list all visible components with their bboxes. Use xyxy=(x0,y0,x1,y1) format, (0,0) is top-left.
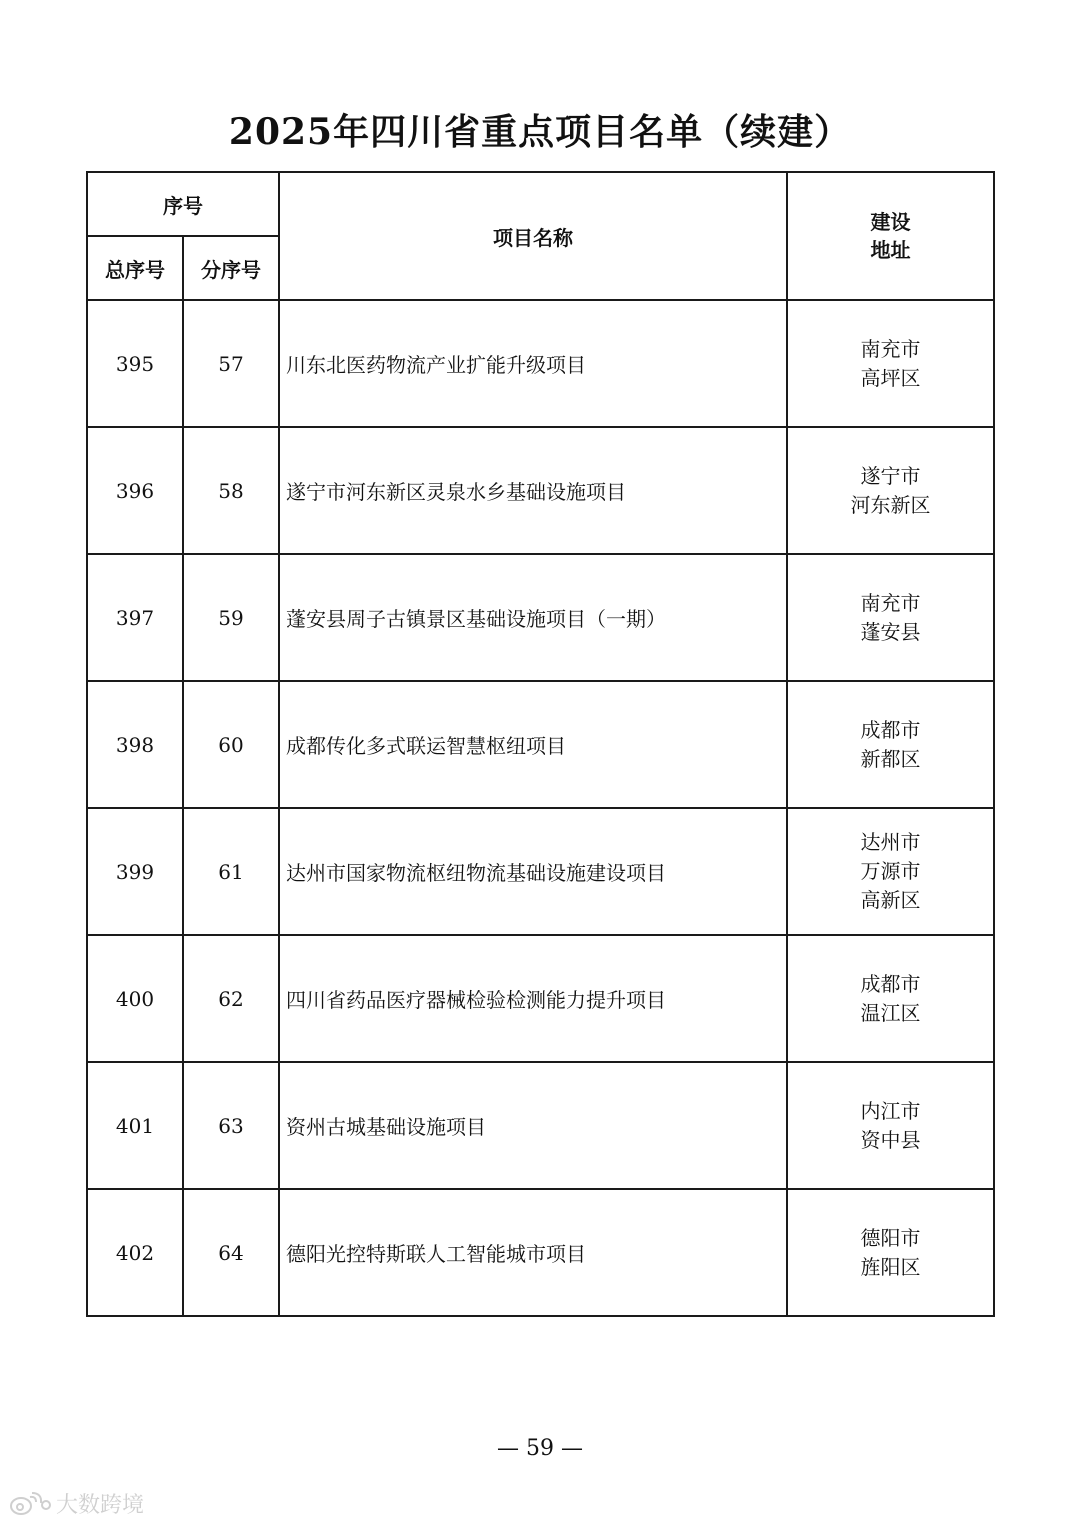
sub-seq-cell: 61 xyxy=(183,808,279,935)
project-name-cell: 德阳光控特斯联人工智能城市项目 xyxy=(279,1189,787,1316)
location-line: 万源市 xyxy=(860,859,921,883)
total-seq-cell: 399 xyxy=(87,808,183,935)
location-line: 达州市 xyxy=(860,830,921,854)
table-row xyxy=(87,300,994,427)
location-line: 南充市 xyxy=(860,336,921,361)
sub-seq-cell: 58 xyxy=(183,427,279,554)
table-row xyxy=(87,1189,994,1316)
location-line: 温江区 xyxy=(860,1000,921,1025)
total-seq-cell: 396 xyxy=(87,427,183,554)
location-cell xyxy=(787,681,994,808)
location-cell xyxy=(787,808,994,935)
total-seq-cell: 400 xyxy=(87,935,183,1062)
location-line: 成都市 xyxy=(860,971,921,996)
header-project-name: 项目名称 xyxy=(279,172,787,300)
total-seq-cell: 401 xyxy=(87,1062,183,1189)
sub-seq-cell: 64 xyxy=(183,1189,279,1316)
sub-seq-cell: 57 xyxy=(183,300,279,427)
sub-seq-cell: 59 xyxy=(183,554,279,681)
table-row xyxy=(87,554,994,681)
location-line: 新都区 xyxy=(860,746,921,771)
watermark xyxy=(8,1488,144,1519)
location-line: 旌阳区 xyxy=(860,1254,921,1279)
location-line: 资中县 xyxy=(860,1127,921,1152)
table-row xyxy=(87,1062,994,1189)
sub-seq-cell: 62 xyxy=(183,935,279,1062)
table-row xyxy=(87,935,994,1062)
project-name-cell: 成都传化多式联运智慧枢纽项目 xyxy=(279,681,787,808)
location-cell xyxy=(787,427,994,554)
location-line: 河东新区 xyxy=(850,492,931,517)
total-seq-cell: 395 xyxy=(87,300,183,427)
header-seq-group: 序号 xyxy=(87,172,279,236)
location-line: 南充市 xyxy=(860,590,921,615)
location-line: 高新区 xyxy=(860,888,921,912)
page-number: — 59 — xyxy=(497,1436,583,1461)
header-sub-seq: 分序号 xyxy=(183,236,279,300)
project-name-cell: 四川省药品医疗器械检验检测能力提升项目 xyxy=(279,935,787,1062)
location-cell xyxy=(787,300,994,427)
total-seq-cell: 402 xyxy=(87,1189,183,1316)
project-name-cell: 蓬安县周子古镇景区基础设施项目（一期） xyxy=(279,554,787,681)
watermark-text: 大数跨境 xyxy=(56,1493,145,1518)
location-line: 内江市 xyxy=(860,1098,921,1123)
location-cell xyxy=(787,935,994,1062)
table-row xyxy=(87,427,994,554)
location-cell xyxy=(787,1062,994,1189)
project-name-cell: 达州市国家物流枢纽物流基础设施建设项目 xyxy=(279,808,787,935)
total-seq-cell: 397 xyxy=(87,554,183,681)
project-name-cell: 遂宁市河东新区灵泉水乡基础设施项目 xyxy=(279,427,787,554)
project-name-cell: 川东北医药物流产业扩能升级项目 xyxy=(279,300,787,427)
location-line: 德阳市 xyxy=(860,1225,921,1250)
project-table xyxy=(86,171,995,1317)
location-line: 遂宁市 xyxy=(860,463,921,488)
page-title: 2025年四川省重点项目名单（续建） xyxy=(228,111,852,153)
header-location: 建设 地址 xyxy=(787,172,994,300)
location-line: 高坪区 xyxy=(860,365,921,390)
table-row xyxy=(87,808,994,935)
sub-seq-cell: 60 xyxy=(183,681,279,808)
location-line: 成都市 xyxy=(860,717,921,742)
project-name-cell: 资州古城基础设施项目 xyxy=(279,1062,787,1189)
sub-seq-cell: 63 xyxy=(183,1062,279,1189)
location-line: 蓬安县 xyxy=(860,619,921,644)
table-row xyxy=(87,681,994,808)
weibo-logo-icon xyxy=(8,1491,52,1517)
location-cell xyxy=(787,554,994,681)
header-total-seq: 总序号 xyxy=(87,236,183,300)
total-seq-cell: 398 xyxy=(87,681,183,808)
location-cell xyxy=(787,1189,994,1316)
